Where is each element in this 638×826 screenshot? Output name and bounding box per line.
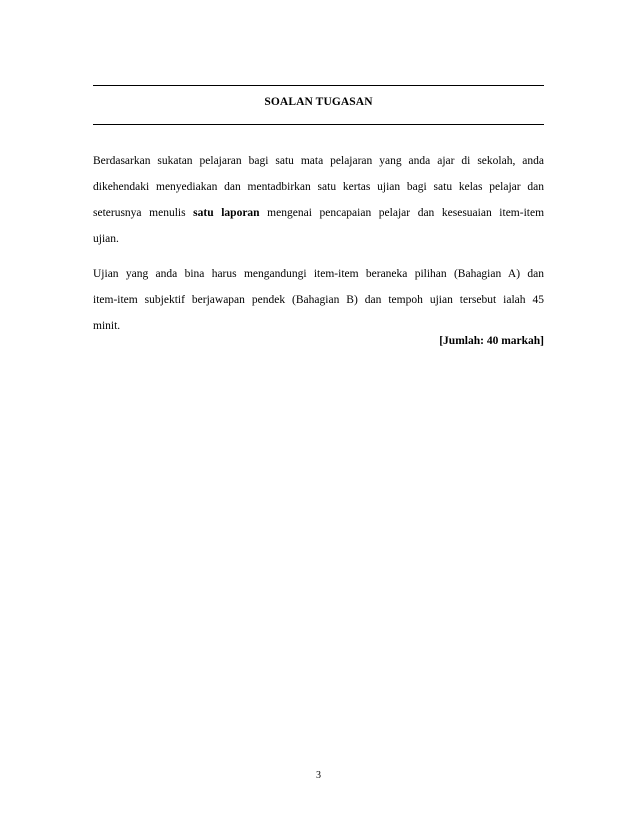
assignment-paragraph-1 — [93, 148, 544, 252]
page-number: 3 — [316, 770, 321, 781]
page-title: SOALAN TUGASAN — [264, 96, 373, 108]
title-bottom-rule — [93, 124, 544, 125]
paragraph-1-line-2: dikehendaki menyediakan dan mentadbirkan satu kertas ujian bagi satu kelas pelajar dan — [93, 181, 544, 193]
bold-report-phrase: satu laporan — [193, 207, 260, 219]
total-marks: [Jumlah: 40 markah] — [439, 335, 544, 347]
paragraph-1-line-3-start: seterusnya menulis — [93, 207, 194, 219]
assignment-paragraph-2 — [93, 261, 544, 339]
paragraph-2-line-2: item-item subjektif berjawapan pendek (Bahagian B) dan tempoh ujian tersebut ialah 45 — [93, 294, 544, 306]
paragraph-1-line-3 — [93, 200, 544, 226]
paragraph-1-line-4: ujian. — [93, 233, 119, 245]
paragraph-2-line-3: minit. — [93, 320, 121, 332]
title-top-rule — [93, 85, 544, 86]
paragraph-1-line-3-end: mengenai pencapaian pelajar dan kesesuaian item-item — [259, 207, 545, 219]
paragraph-2-line-1: Ujian yang anda bina harus mengandungi item-item beraneka pilihan (Bahagian A) dan — [93, 268, 544, 280]
paragraph-1-line-1: Berdasarkan sukatan pelajaran bagi satu mata pelajaran yang anda ajar di sekolah, anda — [93, 155, 544, 167]
